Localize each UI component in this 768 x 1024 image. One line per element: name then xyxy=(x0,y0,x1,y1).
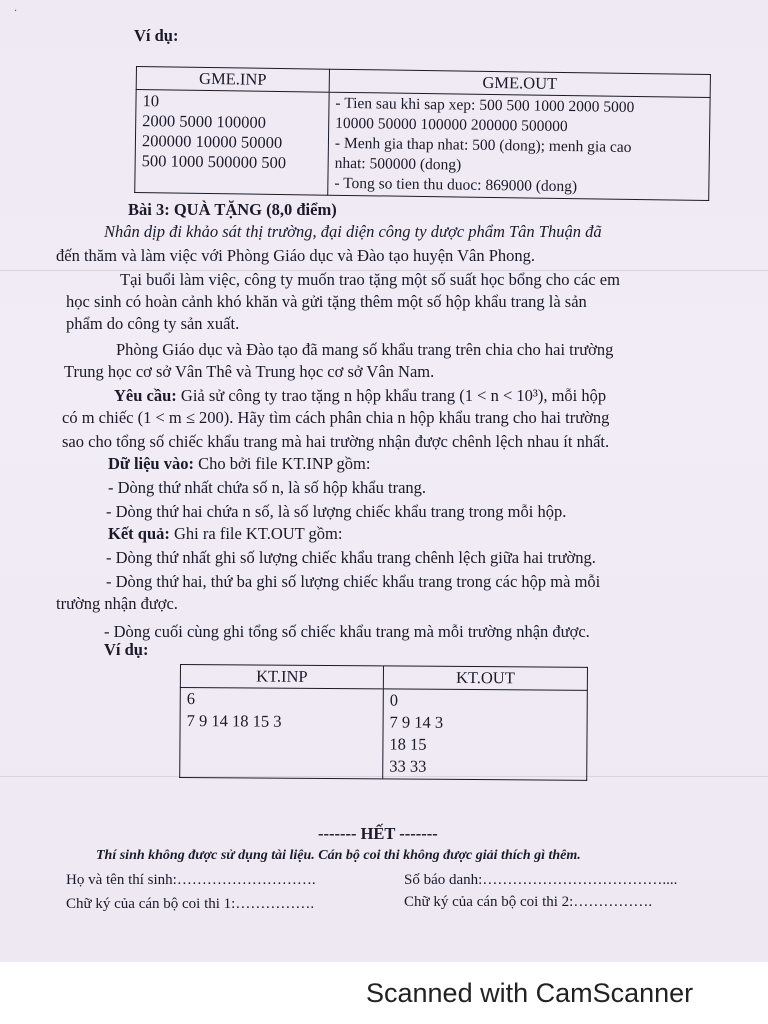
input-spec-line xyxy=(108,454,370,474)
output-spec-line xyxy=(108,524,342,544)
requirement-text: Giả sử công ty trao tặng n hộp khẩu trang (1 < n < 10³), mỗi hộp xyxy=(176,386,607,405)
paragraph-line: Phòng Giáo dục và Đào tạo đã mang số khẩu trang trên chia cho hai trường xyxy=(116,340,614,359)
kt-inp-cell xyxy=(180,688,384,779)
gme-example-table xyxy=(134,66,711,201)
requirement-line: sao cho tổng số chiếc khẩu trang mà hai trường nhận được chênh lệch nhau ít nhất. xyxy=(62,432,610,451)
example-label-1: Ví dụ: xyxy=(134,26,179,45)
kt-out-line: 0 xyxy=(389,690,399,710)
input-text: Cho bởi file KT.INP gồm: xyxy=(193,454,371,473)
kt-out-cell xyxy=(383,689,588,780)
proctor-2-signature-field: Chữ ký của cán bộ coi thi 2:……………. xyxy=(404,894,653,910)
corner-mark: · xyxy=(14,6,18,17)
output-spec-line: - Dòng cuối cùng ghi tổng số chiếc khẩu trang mà mỗi trường nhận được. xyxy=(104,622,590,641)
output-text: Ghi ra file KT.OUT gồm: xyxy=(169,524,343,543)
paragraph-line: Trung học cơ sở Vân Thê và Trung học cơ sở Vân Nam. xyxy=(64,362,435,381)
kt-inp-line: 7 9 14 18 15 3 xyxy=(186,711,282,731)
gme-inp-line: 500 1000 500000 500 xyxy=(141,151,287,173)
kt-inp-line: 6 xyxy=(186,689,196,709)
gme-out-line: - Tien sau khi sap xep: 500 500 1000 2000 5000 xyxy=(335,94,635,116)
paragraph-line: học sinh có hoàn cảnh khó khăn và gửi tặng thêm một số hộp khẩu trang là sản xyxy=(66,292,587,311)
gme-out-header: GME.OUT xyxy=(329,69,710,97)
example-label-2: Ví dụ: xyxy=(104,640,149,659)
paragraph-line: Nhân dịp đi khảo sát thị trường, đại diện công ty dược phẩm Tân Thuận đã xyxy=(104,222,602,241)
gme-out-line: - Tong so tien thu duoc: 869000 (dong) xyxy=(334,174,578,196)
output-spec-line: trường nhận được. xyxy=(56,594,178,613)
gme-inp-cell xyxy=(135,90,329,196)
input-spec-line: - Dòng thứ hai chứa n số, là số lượng chiếc khẩu trang trong mỗi hộp. xyxy=(106,502,567,521)
end-marker: ------- HẾT ------- xyxy=(318,824,438,843)
gme-out-line: - Menh gia thap nhat: 500 (dong); menh gia cao xyxy=(334,134,632,156)
kt-out-line: 33 33 xyxy=(389,756,427,776)
paragraph-line: Tại buổi làm việc, công ty muốn trao tặng một số suất học bổng cho các em xyxy=(120,270,620,289)
paragraph-line: đến thăm và làm việc với Phòng Giáo dục và Đào tạo huyện Vân Phong. xyxy=(56,246,536,265)
gme-out-line: 10000 50000 100000 200000 500000 xyxy=(335,114,568,136)
requirement-line: có m chiếc (1 < m ≤ 200). Hãy tìm cách phân chia n hộp khẩu trang cho hai trường xyxy=(62,408,610,427)
kt-out-header: KT.OUT xyxy=(383,666,587,690)
problem-3-title: Bài 3: QUÀ TẶNG (8,0 điểm) xyxy=(128,200,337,219)
output-spec-line: - Dòng thứ nhất ghi số lượng chiếc khẩu trang chênh lệch giữa hai trường. xyxy=(106,548,596,567)
gme-inp-line: 2000 5000 100000 xyxy=(142,111,267,132)
gme-out-cell xyxy=(328,92,710,200)
kt-out-line: 18 15 xyxy=(389,734,427,754)
candidate-name-field: Họ và tên thí sinh:………………………. xyxy=(66,872,316,888)
requirement-label: Yêu cầu: xyxy=(114,386,177,405)
output-spec-line: - Dòng thứ hai, thứ ba ghi số lượng chiếc khẩu trang trong các hộp mà mỗi xyxy=(106,572,601,591)
input-label: Dữ liệu vào: xyxy=(108,454,194,473)
gme-out-line: nhat: 500000 (dong) xyxy=(334,154,462,174)
proctor-1-signature-field: Chữ ký của cán bộ coi thi 1:……………. xyxy=(66,896,315,912)
candidate-number-field: Số báo danh:……………………………….... xyxy=(404,872,678,888)
requirement-line xyxy=(114,386,606,406)
kt-inp-header: KT.INP xyxy=(180,665,383,689)
gme-inp-line: 10 xyxy=(142,91,160,111)
output-label: Kết quả: xyxy=(108,524,170,543)
gme-inp-header: GME.INP xyxy=(136,67,329,93)
gme-inp-line: 200000 10000 50000 xyxy=(141,131,283,153)
scanner-watermark: Scanned with CamScanner xyxy=(366,978,694,1008)
input-spec-line: - Dòng thứ nhất chứa số n, là số hộp khẩu trang. xyxy=(108,478,427,497)
exam-note: Thí sinh không được sử dụng tài liệu. Cán bộ coi thi không được giải thích gì thêm. xyxy=(96,848,581,863)
paragraph-line: phẩm do công ty sản xuất. xyxy=(66,314,240,333)
kt-out-line: 7 9 14 3 xyxy=(389,712,444,732)
kt-example-table xyxy=(179,664,588,781)
